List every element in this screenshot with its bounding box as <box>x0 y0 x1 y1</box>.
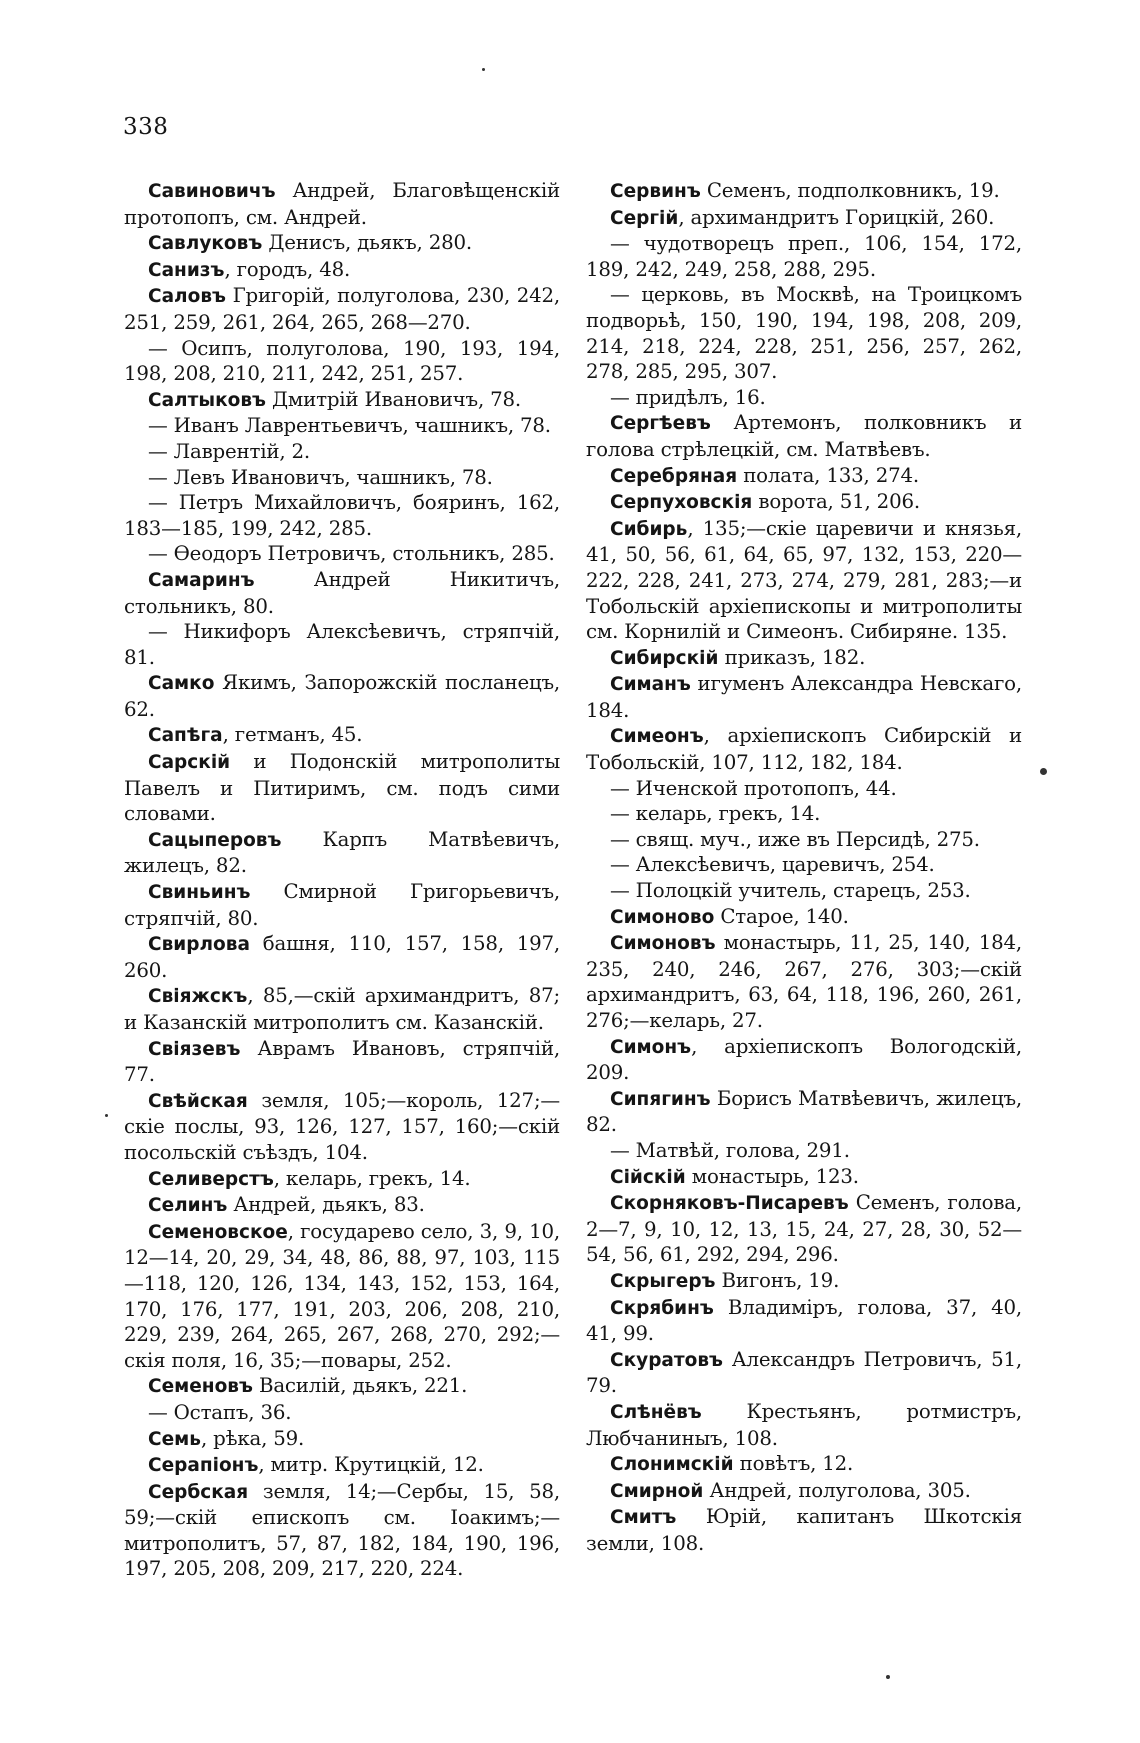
index-entry <box>586 1034 1022 1086</box>
index-entry <box>586 1478 1022 1505</box>
index-entry <box>124 439 560 465</box>
index-entry <box>586 827 1022 853</box>
entry-headword: Сапѣга <box>148 725 223 747</box>
entry-text: земля, 105;—король, 127;—скіе послы, 93, 126, 127, 157, 160;—скій посольскій съѣздъ, 104. <box>124 1088 560 1164</box>
entry-headword: Сацыперовъ <box>148 829 282 851</box>
entry-text: приказъ, 182. <box>718 645 866 669</box>
index-entry <box>586 463 1022 490</box>
entry-headword: Симоновъ <box>610 933 716 955</box>
print-speck <box>105 1114 108 1117</box>
entry-headword: Санизъ <box>148 259 225 281</box>
entry-text: Владиміръ, голова, 37, 40, 41, 99. <box>586 1295 1022 1346</box>
entry-headword: Серпуховскія <box>610 492 753 514</box>
entry-headword: Свѣйская <box>148 1090 248 1112</box>
entry-headword: Селинъ <box>148 1195 228 1217</box>
index-entry <box>586 878 1022 904</box>
entry-text: , архіепископъ Вологодскій, 209. <box>586 1034 1022 1085</box>
entry-text: Якимъ, Запорожскій посланецъ, 62. <box>124 671 560 721</box>
index-entry <box>124 670 560 722</box>
entry-headword: Симеонъ <box>610 726 704 748</box>
entry-text: земля, 14;—Сербы, 15, 58, 59;—скій епископъ см. Іоакимъ;—митрополитъ, 57, 87, 182, 184, 190, 196, 197, 205, 208, 209, 217, 220, 224. <box>124 1479 560 1581</box>
index-entry <box>124 178 560 230</box>
entry-headword: Симанъ <box>610 674 691 696</box>
entry-headword: Свіязевъ <box>148 1038 241 1060</box>
entry-text: Василій, дьякъ, 221. <box>252 1374 468 1398</box>
index-entry <box>124 336 560 387</box>
entry-headword: Семеновъ <box>148 1376 253 1398</box>
index-entry <box>124 1088 560 1166</box>
index-entry <box>586 1451 1022 1478</box>
entry-headword: Скорняковъ-Писаревъ <box>610 1193 849 1215</box>
entry-headword: Скрыгеръ <box>610 1270 716 1292</box>
entry-text: — Матвѣй, голова, 291. <box>610 1138 850 1162</box>
index-entry <box>124 827 560 879</box>
entry-text: Смирной Григорьевичъ, стряпчій, 80. <box>124 880 560 930</box>
entry-text: — придѣлъ, 16. <box>610 385 766 409</box>
index-entry <box>124 1426 560 1453</box>
entry-headword: Саловъ <box>148 286 226 308</box>
entry-text: ворота, 51, 206. <box>752 490 920 514</box>
entry-headword: Сійскій <box>610 1166 686 1188</box>
index-entry <box>586 385 1022 411</box>
index-entry <box>124 283 560 335</box>
entry-headword: Свіяжскъ <box>148 986 248 1008</box>
index-entry <box>124 931 560 983</box>
entry-text: — Осипъ, полуголова, 190, 193, 194, 198, 208, 210, 211, 242, 251, 257. <box>124 336 560 386</box>
index-entry <box>124 230 560 257</box>
entry-headword: Семь <box>148 1428 201 1450</box>
entry-text: Дмитрій Ивановичъ, 78. <box>265 387 521 411</box>
entry-headword: Самаринъ <box>148 569 255 591</box>
index-entry <box>586 231 1022 282</box>
entry-text: — Левъ Ивановичъ, чашникъ, 78. <box>148 465 493 489</box>
entry-text: Семенъ, подполковникъ, 19. <box>700 179 1000 202</box>
index-entry <box>124 619 560 670</box>
index-entry <box>124 1479 560 1582</box>
index-entry <box>124 490 560 541</box>
entry-headword: Скрябинъ <box>610 1297 714 1319</box>
entry-text: — Иченской протопопъ, 44. <box>610 776 897 800</box>
entry-text: Андрей Никитичъ, стольникъ, 80. <box>124 567 560 618</box>
entry-text: — Остапъ, 36. <box>148 1400 292 1424</box>
entry-text: — келарь, грекъ, 14. <box>610 802 821 826</box>
entry-text: , гетманъ, 45. <box>222 723 363 747</box>
index-entry <box>586 178 1022 205</box>
index-entry <box>124 1400 560 1426</box>
entry-text: игуменъ Александра Невскаго, 184. <box>586 672 1022 722</box>
entry-headword: Сипягинъ <box>610 1088 711 1110</box>
entry-text: , 135;—скіе царевичи и князья, 41, 50, 56, 61, 64, 65, 97, 132, 153, 220—222, 228, 241, 273, 274, 279, 281, 283;—и Тобольскій архіепископы и митрополиты см. Корнилій и Симеонъ. Сибиряне. 135. <box>586 516 1022 644</box>
index-entry <box>586 1295 1022 1347</box>
entry-headword: Сарскій <box>148 752 231 774</box>
index-entry <box>586 852 1022 878</box>
entry-text: Андрей, полуголова, 305. <box>703 1478 971 1502</box>
index-entry <box>586 1086 1022 1138</box>
entry-headword: Селиверстъ <box>148 1168 274 1190</box>
entry-text: Денисъ, дьякъ, 280. <box>262 231 472 255</box>
entry-headword: Скуратовъ <box>610 1349 723 1371</box>
entry-headword: Слѣнёвъ <box>610 1401 702 1423</box>
entry-headword: Сергій <box>610 207 679 229</box>
entry-text: , 85,—скій архимандритъ, 87; и Казанскій митрополитъ см. Казанскій. <box>124 984 560 1034</box>
entry-headword: Самко <box>148 673 215 695</box>
entry-text: — Петръ Михайловичъ, бояринъ, 162, 183—185, 199, 242, 285. <box>124 491 560 540</box>
index-entry <box>124 1452 560 1479</box>
index-entry <box>124 1036 560 1088</box>
index-entry <box>586 282 1022 384</box>
entry-headword: Слонимскій <box>610 1454 734 1476</box>
entry-text: повѣтъ, 12. <box>733 1452 854 1476</box>
index-entry <box>586 723 1022 775</box>
entry-headword: Савиновичъ <box>148 181 276 202</box>
entry-text: , митр. Крутицкій, 12. <box>258 1453 484 1477</box>
entry-headword: Сервинъ <box>610 181 701 202</box>
page-number: 338 <box>123 114 169 140</box>
entry-text: — Полоцкій учитель, старецъ, 253. <box>610 879 971 903</box>
index-entry <box>586 1399 1022 1451</box>
entry-headword: Симонъ <box>610 1036 692 1058</box>
index-entry <box>124 983 560 1035</box>
entry-headword: Смирной <box>610 1480 704 1502</box>
print-speck <box>1040 768 1047 775</box>
index-entry <box>586 645 1022 672</box>
index-entry <box>586 1504 1022 1556</box>
entry-text: , архіепископъ Сибирскій и Тобольскій, 107, 112, 182, 184. <box>586 724 1022 775</box>
entry-text: Старое, 140. <box>714 904 849 928</box>
entry-text: полата, 133, 274. <box>737 463 919 487</box>
entry-text: и Подонскій митрополиты Павелъ и Питиримъ, см. подъ сими словами. <box>124 750 560 826</box>
index-entry <box>124 387 560 414</box>
entry-text: — Ѳеодоръ Петровичъ, стольникъ, 285. <box>148 542 555 566</box>
entry-text: — церковь, въ Москвѣ, на Троицкомъ подворьѣ, 150, 190, 194, 198, 208, 209, 214, 218, 224, 228, 251, 256, 257, 262, 278, 285, 295, 307. <box>586 283 1022 384</box>
entry-headword: Симоново <box>610 906 715 928</box>
entry-text: — Лаврентій, 2. <box>148 439 310 463</box>
index-entry <box>124 879 560 931</box>
entry-text: Крестьянъ, ротмистръ, Любчаниныъ, 108. <box>586 1399 1022 1450</box>
index-entry <box>586 1347 1022 1399</box>
entry-headword: Сербская <box>148 1481 249 1503</box>
print-speck <box>886 1675 890 1679</box>
entry-text: Семенъ, голова, 2—7, 9, 10, 12, 13, 15, 24, 27, 28, 30, 52—54, 56, 61, 292, 294, 296. <box>586 1191 1022 1267</box>
index-entry <box>124 1166 560 1193</box>
entry-text: Григорій, полуголова, 230, 242, 251, 259, 261, 264, 265, 268—270. <box>124 284 560 334</box>
entry-headword: Серапіонъ <box>148 1455 259 1477</box>
entry-text: , келарь, грекъ, 14. <box>273 1166 471 1190</box>
entry-headword: Семеновское <box>148 1221 288 1243</box>
index-entry <box>586 1164 1022 1191</box>
entry-text: — чудотворецъ преп., 106, 154, 172, 189, 242, 249, 258, 288, 295. <box>586 232 1022 281</box>
entry-headword: Свиньинъ <box>148 882 251 904</box>
entry-headword: Сибирскій <box>610 647 719 669</box>
index-entry <box>586 671 1022 723</box>
entry-headword: Свирлова <box>148 934 250 956</box>
entry-text: , рѣка, 59. <box>200 1426 305 1450</box>
index-entry <box>124 1219 560 1374</box>
index-entry <box>124 1192 560 1219</box>
entry-text: Александръ Петровичъ, 51, 79. <box>586 1347 1022 1398</box>
index-entry <box>586 410 1022 462</box>
entry-headword: Савлуковъ <box>148 233 263 255</box>
index-entry <box>586 1138 1022 1164</box>
index-column-right <box>586 178 1022 1556</box>
entry-text: — Алексѣевичъ, царевичъ, 254. <box>610 853 935 877</box>
entry-text: Аврамъ Ивановъ, стряпчій, 77. <box>124 1036 560 1087</box>
entry-text: — свящ. муч., иже въ Персидѣ, 275. <box>610 827 980 851</box>
entry-text: — Иванъ Лаврентьевичъ, чашникъ, 78. <box>148 414 551 438</box>
index-entry <box>124 413 560 439</box>
entry-text: , городъ, 48. <box>224 257 351 281</box>
entry-text: Андрей, дьякъ, 83. <box>227 1193 425 1217</box>
index-entry <box>124 257 560 284</box>
index-entry <box>124 749 560 827</box>
index-entry <box>124 1373 560 1400</box>
index-entry <box>586 1190 1022 1268</box>
entry-text: Борисъ Матвѣевичъ, жилецъ, 82. <box>586 1086 1022 1137</box>
index-entry <box>586 516 1022 645</box>
entry-text: монастырь, 11, 25, 140, 184, 235, 240, 246, 267, 276, 303;—скій архимандритъ, 63, 64, 118, 196, 260, 261, 276;—келарь, 27. <box>586 931 1022 1032</box>
index-entry <box>124 541 560 567</box>
entry-headword: Сибирь <box>610 518 688 540</box>
index-entry <box>586 205 1022 232</box>
index-entry <box>586 801 1022 827</box>
index-entry <box>124 722 560 749</box>
entry-text: Артемонъ, полковникъ и голова стрѣлецкій, см. Матвѣевъ. <box>586 411 1022 461</box>
entry-text: Андрей, Благовѣщенскій протопопъ, см. Андрей. <box>124 179 560 229</box>
entry-headword: Сергѣевъ <box>610 413 711 435</box>
entry-text: Юрій, капитанъ Шкотскія земли, 108. <box>586 1505 1022 1555</box>
entry-headword: Серебряная <box>610 465 738 487</box>
entry-headword: Смитъ <box>610 1507 677 1529</box>
entry-text: башня, 110, 157, 158, 197, 260. <box>124 932 560 982</box>
index-entry <box>586 489 1022 516</box>
entry-text: , архимандритъ Горицкій, 260. <box>678 205 995 229</box>
entry-text: монастырь, 123. <box>685 1164 859 1188</box>
print-speck <box>482 68 485 71</box>
entry-text: , государево село, 3, 9, 10, 12—14, 20, 29, 34, 48, 86, 88, 97, 103, 115—118, 120, 126, 134, 143, 152, 153, 164, 170, 176, 177, 191, 203, 206, 208, 210, 229, 239, 264, 265, 267, 268, 270, 292;—скія поля, 16, 35;—повары, 252. <box>124 1219 560 1372</box>
index-column-left <box>124 178 560 1582</box>
index-entry <box>586 930 1022 1033</box>
index-entry <box>124 465 560 491</box>
index-entry <box>586 904 1022 931</box>
entry-text: — Никифоръ Алексѣевичъ, стряпчій, 81. <box>124 620 560 669</box>
entry-text: Карпъ Матвѣевичъ, жилецъ, 82. <box>124 827 560 878</box>
entry-text: Вигонъ, 19. <box>715 1268 840 1292</box>
index-entry <box>124 567 560 619</box>
index-entry <box>586 776 1022 802</box>
entry-headword: Салтыковъ <box>148 389 266 411</box>
index-entry <box>586 1268 1022 1295</box>
